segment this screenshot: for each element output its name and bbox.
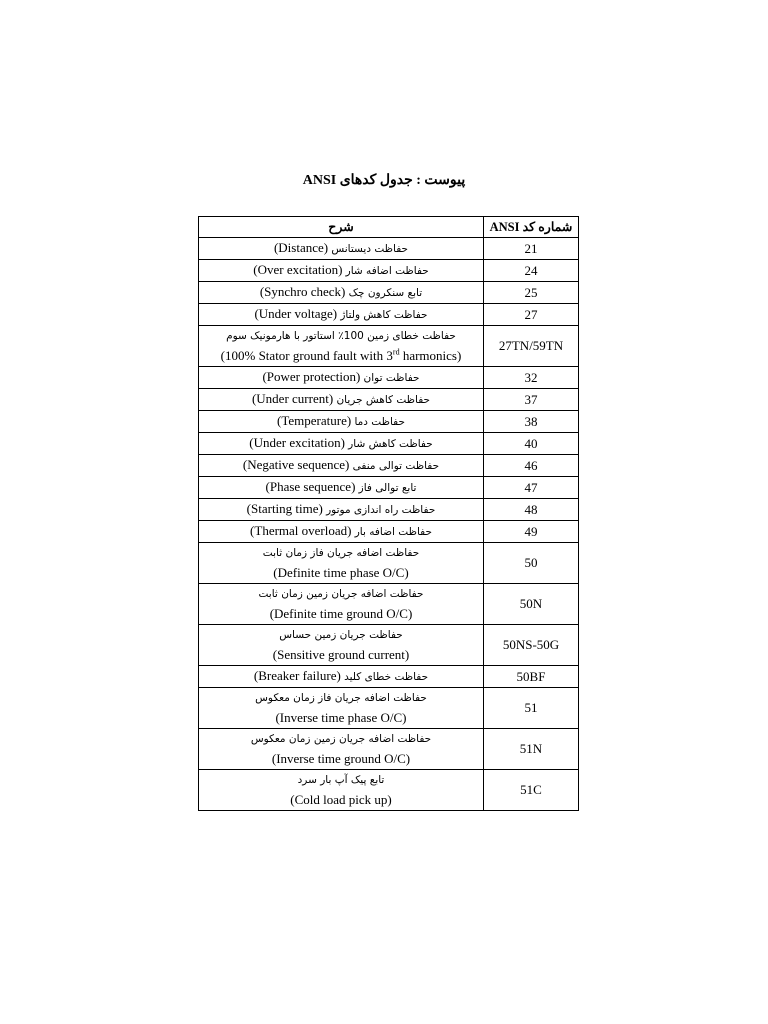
description-fa: حفاظت اضافه جریان فاز زمان ثابت	[262, 547, 420, 559]
description-cell	[199, 455, 484, 477]
description-fa: حفاظت توان	[363, 372, 420, 384]
table-row	[199, 455, 579, 477]
code-cell: 40	[484, 433, 579, 455]
description-en: (Synchro check)	[259, 284, 346, 299]
code-cell: 47	[484, 477, 579, 499]
description-en: (Temperature)	[277, 413, 352, 428]
code-cell: 50NS-50G	[484, 625, 579, 666]
description-cell	[199, 304, 484, 326]
table-row	[199, 521, 579, 543]
description-cell	[199, 433, 484, 455]
description-cell	[199, 411, 484, 433]
description-fa: تابع سنکرون چک	[348, 287, 423, 299]
description-fa: حفاظت کاهش ولتاژ	[340, 309, 428, 321]
table-row	[199, 499, 579, 521]
description-fa: تابع توالی فاز	[358, 482, 417, 494]
table-row	[199, 584, 579, 625]
description-en: (Inverse time ground O/C)	[271, 751, 411, 766]
description-fa: حفاظت جریان زمین حساس	[279, 629, 403, 641]
description-en: (Breaker failure)	[253, 668, 341, 683]
description-fa: حفاظت توالی منفی	[352, 460, 440, 472]
description-en: (Thermal overload)	[250, 523, 352, 538]
description-cell	[199, 521, 484, 543]
description-en: (Starting time)	[246, 501, 323, 516]
description-fa: حفاظت دیستانس	[331, 243, 409, 255]
header-description: شرح	[199, 217, 484, 238]
description-cell	[199, 326, 484, 367]
description-cell	[199, 282, 484, 304]
code-cell: 51N	[484, 729, 579, 770]
table-row	[199, 238, 579, 260]
description-en-part: harmonics)	[399, 348, 462, 363]
description-en: (Under voltage)	[254, 306, 338, 321]
description-fa: تابع پیک آپ بار سرد	[297, 774, 385, 786]
table-row	[199, 282, 579, 304]
description-cell	[199, 367, 484, 389]
description-cell	[199, 543, 484, 584]
description-cell	[199, 729, 484, 770]
table-row	[199, 304, 579, 326]
description-cell	[199, 584, 484, 625]
description-fa: حفاظت راه اندازی موتور	[326, 504, 436, 516]
code-cell: 46	[484, 455, 579, 477]
table-row	[199, 770, 579, 811]
code-cell: 32	[484, 367, 579, 389]
description-en: (Definite time phase O/C)	[273, 565, 409, 580]
description-en: (Under excitation)	[249, 435, 345, 450]
code-cell: 50BF	[484, 666, 579, 688]
description-en: (Phase sequence)	[265, 479, 356, 494]
description-fa: حفاظت اضافه جریان فاز زمان معکوس	[255, 692, 427, 704]
description-en: (Over excitation)	[253, 262, 343, 277]
table-row	[199, 326, 579, 367]
description-cell	[199, 477, 484, 499]
code-cell: 27	[484, 304, 579, 326]
superscript-rd: rd	[392, 347, 400, 357]
description-fa: حفاظت خطای کلید	[344, 671, 429, 683]
description-fa: حفاظت کاهش شار	[348, 438, 433, 450]
table-row	[199, 433, 579, 455]
description-cell	[199, 260, 484, 282]
description-cell	[199, 499, 484, 521]
table-row	[199, 260, 579, 282]
table-row	[199, 411, 579, 433]
code-cell: 21	[484, 238, 579, 260]
description-fa: حفاظت اضافه شار	[345, 265, 429, 277]
code-cell: 38	[484, 411, 579, 433]
code-cell: 50	[484, 543, 579, 584]
description-en: (Definite time ground O/C)	[269, 606, 413, 621]
code-cell: 51	[484, 688, 579, 729]
table-row	[199, 625, 579, 666]
description-en: (Negative sequence)	[242, 457, 350, 472]
description-cell	[199, 666, 484, 688]
description-en: (Under current)	[251, 391, 334, 406]
code-cell: 37	[484, 389, 579, 411]
code-cell: 24	[484, 260, 579, 282]
header-code: شماره کد ANSI	[484, 217, 579, 238]
description-cell	[199, 625, 484, 666]
ansi-code-table	[198, 216, 579, 811]
table-row	[199, 666, 579, 688]
description-en: (Cold load pick up)	[290, 792, 392, 807]
description-cell	[199, 389, 484, 411]
description-en	[201, 346, 481, 366]
description-fa: حفاظت اضافه جریان زمین زمان ثابت	[258, 588, 424, 600]
description-cell	[199, 238, 484, 260]
table-row	[199, 367, 579, 389]
table-row	[199, 688, 579, 729]
description-en-part: (100% Stator ground fault with 3	[220, 348, 393, 363]
description-cell	[199, 770, 484, 811]
table-row	[199, 729, 579, 770]
code-cell: 49	[484, 521, 579, 543]
description-en: (Power protection)	[262, 369, 361, 384]
description-fa: حفاظت کاهش جریان	[336, 394, 431, 406]
description-fa: حفاظت دما	[354, 416, 405, 428]
code-cell: 51C	[484, 770, 579, 811]
table-row	[199, 389, 579, 411]
table-row	[199, 543, 579, 584]
description-en: (Distance)	[273, 240, 329, 255]
code-cell: 48	[484, 499, 579, 521]
table-row	[199, 477, 579, 499]
description-en: (Inverse time phase O/C)	[275, 710, 407, 725]
description-fa: حفاظت اضافه جریان زمین زمان معکوس	[250, 733, 432, 745]
description-en: (Sensitive ground current)	[272, 647, 410, 662]
description-fa: حفاظت اضافه بار	[354, 526, 432, 538]
description-cell	[199, 688, 484, 729]
code-cell: 27TN/59TN	[484, 326, 579, 367]
description-fa: حفاظت خطای زمین 100٪ استاتور با هارمونیک سوم	[226, 330, 456, 342]
page-title: پیوست : جدول کدهای ANSI	[302, 173, 466, 188]
code-cell: 50N	[484, 584, 579, 625]
table-header-row	[199, 217, 579, 238]
code-cell: 25	[484, 282, 579, 304]
